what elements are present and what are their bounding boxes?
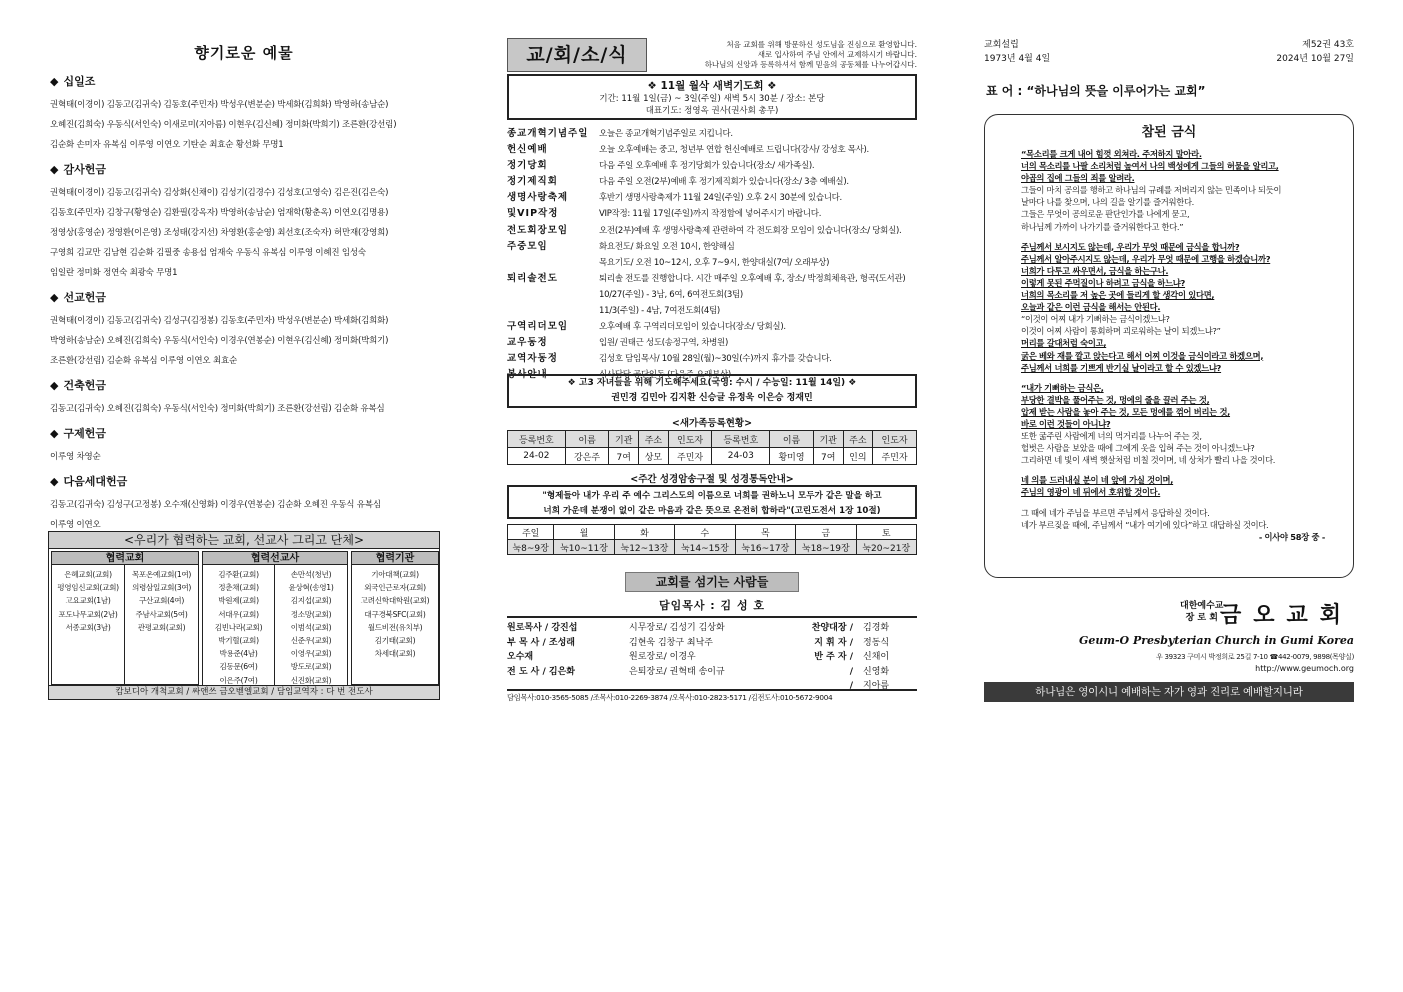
prayer-request-names: 권민경 김민아 김지환 신승글 유정욱 이은승 정재민 — [611, 393, 813, 403]
churches-label: 협력교회 — [51, 551, 199, 565]
scripture-line: 그들은 무엇이 공의로운 판단인가를 나에게 묻고, — [1021, 209, 1190, 220]
diamond-bullet-icon: ◆ — [50, 379, 59, 392]
offering-names-line: 권혁태(이경이) 김동고(김귀숙) 김성구(김정봉) 김동호(주민자) 박성우(변분순) 박세화(김희화) — [50, 316, 389, 326]
staff-entry: 부 목 사 / 조성래 — [507, 637, 575, 648]
reading-cell: 눅12~13장 — [614, 540, 674, 555]
reading-cell: 눅18~19장 — [796, 540, 856, 555]
notice-label: 정기제직회 — [507, 176, 558, 188]
table-cell: 주민자 — [668, 448, 712, 465]
phone-numbers: 담임목사:010-3565-5085 /조목사:010-2269-3874 /오목사:010-2823-5171 /김전도사:010-5672-9004 — [507, 693, 833, 702]
cooperation-entry: 정소망(교회) — [290, 609, 332, 619]
cooperation-entry: 평영임신교회(교회) — [57, 583, 119, 593]
cooperation-entry: 구산교회(4여) — [138, 596, 185, 606]
staff-entry: 전 도 사 / 김은화 — [507, 666, 575, 677]
notice-text: VIP작정: 11월 17일(주일)까지 작정함에 넣어주시기 바랍니다. — [599, 209, 822, 220]
church-website-link[interactable]: http://www.geumoch.org — [1255, 664, 1354, 673]
notice-text: 10/27(주일) - 3남, 6여, 6여전도회(3팀) — [599, 289, 743, 300]
missionaries-label: 협력선교사 — [202, 551, 348, 565]
cooperation-entry: 포도나무교회(2남) — [58, 609, 118, 619]
cooperation-entry: 서종교회(3남) — [65, 622, 111, 632]
staff-row — [507, 650, 917, 665]
established-label: 교회설립 — [984, 40, 1019, 50]
scripture-line: 너희의 목소리를 저 높은 곳에 들리게 할 생각이 있다면, — [1021, 290, 1215, 301]
volume-number: 제52권 43호 — [1302, 40, 1354, 50]
offering-names-line: 김순화 손미자 유복심 이루영 이연오 기탄순 최효순 황선화 무명1 — [50, 140, 284, 150]
notice-row — [507, 351, 917, 367]
reading-cell: 눅14~15장 — [675, 540, 735, 555]
notice-text: 오전(2부)예배 후 생명사랑축제 관련하여 각 전도회장 모임이 있습니다(장소/ 당회실). — [599, 225, 902, 236]
offering-names-line: 권혁태(이경이) 김동고(김귀숙) 김동호(주민자) 박성우(변분순) 박세화(김희화) 박영하(송남순) — [50, 100, 389, 110]
staff-row — [507, 679, 917, 694]
notice-row — [507, 206, 917, 222]
table-header-cell: 주소 — [639, 431, 669, 448]
staff-entry: 은퇴장로/ 권혁태 송이규 — [629, 666, 725, 677]
paragraph-gap — [1021, 233, 1343, 241]
denomination-line: 장 로 회 — [1185, 613, 1218, 623]
notice-row — [507, 126, 917, 142]
table-header-cell: 이름 — [565, 431, 609, 448]
welcome-line: 처음 교회를 위해 방문하신 성도님을 진심으로 환영합니다. — [726, 40, 917, 49]
diamond-bullet-icon: ◆ — [50, 75, 59, 88]
notice-text: 11/3(주일) - 4남, 7여전도회(4팀) — [599, 306, 720, 317]
table-header-cell: 등록번호 — [712, 431, 770, 448]
scripture-line: 주님께서 너희를 기쁘게 반기실 날이라고 할 수 있겠느냐? — [1021, 362, 1222, 373]
staff-row — [507, 636, 917, 651]
table-header-row — [508, 525, 917, 540]
notice-label: 교우동정 — [507, 337, 548, 349]
people-title: 교회를 섬기는 사람들 — [625, 572, 799, 592]
scripture-line: 헐벗은 사람을 보았을 때에 그에게 옷을 입혀 주는 것이 아니겠느냐? — [1021, 443, 1255, 454]
notice-text: 퇴리솔 전도를 진행합니다. 시간 매주일 오후예배 후, 장소/ 박정희체육관, 형곡(도서관) — [599, 273, 906, 284]
scripture-line: 하나님께 가까이 나가기를 즐거워한다고 한다.” — [1021, 221, 1184, 232]
staff-list — [507, 616, 917, 691]
cooperation-entry: 대구경북SFC(교회) — [364, 609, 426, 619]
diamond-icon: ❖ — [845, 378, 857, 388]
staff-row — [507, 621, 917, 636]
notice-label: 생명사랑축제 — [507, 192, 569, 204]
staff-entry: 시무장로/ 김성기 김상화 — [629, 623, 725, 633]
cooperation-entry: 박용준(4남) — [219, 649, 258, 659]
notice-row — [507, 239, 917, 255]
notice-row — [507, 319, 917, 335]
staff-entry: 김현욱 김창구 최낙주 — [629, 637, 713, 648]
cooperation-entry: 이영우(교회) — [290, 649, 332, 659]
issue-date: 2024년 10월 27일 — [1276, 54, 1354, 64]
notice-row — [507, 158, 917, 174]
offering-heading-text: 감사헌금 — [63, 163, 106, 176]
staff-entry: 찬양대장 / — [811, 623, 853, 633]
notice-text: 화요전도/ 화요일 오전 10시, 한양해심 — [599, 241, 735, 252]
cooperation-box — [48, 531, 440, 700]
staff-entry: 지아름 — [863, 681, 890, 691]
staff-entry: / — [849, 681, 853, 691]
cooperation-entry: 정춘채(교회) — [218, 583, 259, 593]
cooperation-entry: 월드비전(유치부) — [367, 622, 423, 632]
cooperation-entry: 기아대책(교회) — [371, 570, 419, 579]
scripture-line: 바로 이런 것들이 아니냐? — [1021, 418, 1111, 429]
offering-sections — [48, 73, 440, 535]
cooperation-grid — [49, 549, 439, 685]
cooperation-entry: 신준우(교회) — [290, 636, 332, 646]
paragraph-gap — [1021, 374, 1343, 382]
scripture-line: 너희가 다투고 싸우면서, 금식을 하는구나. — [1021, 265, 1169, 276]
offering-names-line: 박영하(송남순) 오혜진(김희숙) 우동식(서인숙) 이경우(연봉순) 이현우(김신혜) 정미화(박희기) — [50, 336, 389, 346]
notice-text: 다음 주일 오전(2부)예배 후 정기제직회가 있습니다(장소/ 3층 예배실). — [599, 177, 849, 188]
scripture-line: 부당한 결박을 풀어주는 것, 멍에의 줄을 끌러 주는 것, — [1021, 394, 1210, 405]
notice-text: 목요기도/ 오전 10~12시, 오후 7~9시, 한양대실(7여/ 오래부상) — [599, 257, 830, 268]
table-cell: 주민자 — [873, 448, 917, 465]
cooperation-entry: 이은주(7여) — [219, 675, 258, 685]
church-info — [984, 598, 1354, 682]
welcome-message — [657, 40, 917, 70]
offering-names-line: 조른환(강선림) 김순화 유복심 이루영 이연오 최효순 — [50, 356, 237, 366]
table-cell: 24-02 — [508, 448, 566, 465]
notice-label: 교역자동정 — [507, 353, 558, 365]
scripture-line: 그 때에 네가 주님을 부르면 주님께서 응답하실 것이다. — [1021, 507, 1210, 518]
notice-row — [507, 174, 917, 190]
notice-text: 오후예배 후 구역리더모임이 있습니다(장소/ 당회실). — [599, 322, 786, 333]
cooperation-entry: 김주환(교회) — [218, 570, 259, 579]
notice-text: 식사담당 공단인동 (다음주 오래부상) — [599, 370, 731, 381]
churches-list-a — [51, 565, 125, 685]
scripture-line: 야곱의 집에 그들의 죄를 알려라. — [1021, 173, 1135, 184]
offering-heading-text: 선교헌금 — [63, 291, 106, 304]
notice-label: 전도회장모임 — [507, 224, 569, 236]
dawn-prayer-box — [507, 74, 917, 120]
offering-heading-text: 십일조 — [63, 75, 96, 88]
bible-reading-table — [507, 524, 917, 555]
scripture-line: 네가 부르짖을 때에, 주님께서 “내가 여기에 있다”하고 대답하실 것이다. — [1021, 519, 1269, 530]
day-cell: 주일 — [508, 525, 554, 540]
table-row — [508, 448, 917, 465]
notice-label: 헌신예배 — [507, 144, 548, 156]
dawn-prayer-title: 11월 월삭 새벽기도회 — [660, 80, 764, 92]
offering-names-line: 권혁태(이경이) 김동고(김귀숙) 김상화(신채이) 김성기(김경수) 김성호(고영숙) 김은진(김은숙) — [50, 188, 389, 198]
day-cell: 목 — [735, 525, 795, 540]
cooperation-entry: 박기혈(교회) — [218, 636, 259, 646]
orgs-label: 협력기관 — [351, 551, 439, 565]
cooperation-entry: 김동문(6여) — [219, 662, 258, 672]
day-cell: 수 — [675, 525, 735, 540]
notice-label: 구역리더모임 — [507, 321, 569, 333]
notice-text: 입원/ 권태근 성도(송정구역, 차병원) — [599, 338, 728, 349]
cooperation-entry: 고려신학대학원(교회) — [360, 596, 430, 606]
church-name: 금오교회 — [1220, 603, 1354, 628]
missionaries-list-a — [202, 565, 275, 691]
offering-names-line: 이루영 이연오 — [50, 520, 101, 530]
table-header-cell: 주소 — [843, 431, 873, 448]
table-header-cell: 등록번호 — [508, 431, 566, 448]
cooperation-entry: 은혜교회(교회) — [64, 570, 112, 579]
scripture-line: “목소리를 크게 내어 힘껏 외쳐라. 주저하지 말아라. — [1021, 149, 1202, 159]
diamond-bullet-icon: ◆ — [50, 427, 59, 440]
memory-verse-box — [507, 485, 917, 519]
scripture-line: “내가 기뻐하는 금식은, — [1021, 382, 1104, 393]
notice-label: 정기당회 — [507, 160, 548, 172]
offering-names-line: 구영희 김교만 김남현 김순화 김필중 송용섭 엄재숙 우동식 유복심 이루영 이혜진 임성숙 — [50, 248, 366, 258]
notice-text: 후반기 생명사랑축제가 11월 24일(주일) 오후 2시 30분에 있습니다. — [599, 193, 842, 204]
diamond-bullet-icon: ◆ — [50, 475, 59, 488]
scripture-line: 굵은 베와 재를 깔고 앉는다고 해서 어찌 이것을 금식이라고 하겠으며, — [1021, 350, 1264, 361]
cooperation-entry: 김지섭(교회) — [290, 596, 332, 606]
offering-names-line: 정영상(홍영순) 정영환(이은영) 조성태(강지선) 차영환(홍순영) 최선호(조숙자) 허만재(강영희) — [50, 228, 389, 238]
scripture-box — [984, 114, 1354, 578]
scripture-line: 이렇게 못된 주먹질이나 하려고 금식을 하느냐? — [1021, 277, 1186, 288]
scripture-line: 주님께서 알아주시지도 않는데, 우리가 무엇 때문에 고행을 하겠습니까? — [1021, 253, 1271, 264]
cooperation-entry: 방도로(교회) — [290, 662, 332, 672]
issue-info — [1276, 38, 1354, 66]
church-english-name: Geum-O Presbyterian Church in Gumi Korea — [1078, 634, 1354, 647]
cooperating-missionaries — [202, 551, 348, 685]
offering-heading — [50, 73, 440, 89]
bible-reading-title: <주간 성경암송구절 및 성경통독안내> — [630, 474, 794, 485]
staff-row — [507, 665, 917, 680]
scripture-banner: 하나님은 영이시니 예배하는 자가 영과 진리로 예배할지니라 — [984, 682, 1354, 702]
notice-text: 오늘은 종교개혁기념주일로 지킵니다. — [599, 129, 733, 139]
notice-label: 퇴리솔전도 — [507, 272, 558, 284]
notice-row — [507, 223, 917, 239]
cooperation-entry: 윤상혁(송영1) — [288, 583, 334, 593]
cooperation-entry: 고요교회(1남) — [65, 596, 111, 606]
news-title: 교/회/소/식 — [507, 38, 647, 72]
offering-names-line: 김동고(김귀숙) 오혜진(김희숙) 우동식(서인숙) 정미화(박희기) 조른환(강선림) 김순화 유복심 — [50, 404, 385, 414]
offering-heading-text: 건축헌금 — [63, 379, 106, 392]
notice-text: 김성호 담임목사/ 10월 28일(월)~30일(수)까지 휴가를 갖습니다. — [599, 354, 832, 365]
offering-names-line: 김동고(김귀숙) 김성구(고정봉) 오수재(신영화) 이경우(연봉순) 김순화 오혜진 우동식 유복심 — [50, 500, 381, 510]
staff-entry — [507, 679, 625, 694]
table-header-cell: 인도자 — [668, 431, 712, 448]
table-cell: 황미영 — [770, 448, 814, 465]
notice-row — [507, 255, 917, 271]
table-header-row — [508, 431, 917, 448]
cooperation-entry: 서대우(교회) — [218, 609, 259, 619]
notice-row — [507, 142, 917, 158]
cooperation-entry: 신진화(교회) — [290, 675, 332, 685]
staff-entry: 신채이 — [863, 652, 890, 662]
staff-entry — [625, 679, 775, 694]
cooperation-entry: 관평교회(교회) — [137, 622, 186, 632]
day-cell: 금 — [796, 525, 856, 540]
diamond-bullet-icon: ◆ — [50, 291, 59, 304]
cooperation-entry: 외국인근로자(교회) — [364, 583, 426, 593]
offering-names-line: 임일란 정미화 정연숙 최광숙 무명1 — [50, 268, 178, 278]
scripture-line: 머리를 갈대처럼 숙이고, — [1021, 338, 1107, 349]
staff-entry: 오수재 — [507, 652, 534, 662]
church-address: 우 39323 구미시 박정희로 25길 7-10 ☎442-0079, 9898(목양실) — [1156, 653, 1354, 661]
established-info — [984, 38, 1050, 66]
table-cell: 인의 — [843, 448, 873, 465]
table-header-cell: 기관 — [609, 431, 639, 448]
offering-heading — [50, 473, 440, 489]
notice-text: 오늘 오후예배는 중고, 청년부 연합 헌신예배로 드립니다(강사/ 강성호 목사). — [599, 145, 869, 156]
welcome-line: 새로 입사하여 주님 안에서 교제하시기 바랍니다. — [757, 50, 917, 59]
table-cell: 24-03 — [712, 448, 770, 465]
offering-heading-text: 구제헌금 — [63, 427, 106, 440]
day-cell: 월 — [554, 525, 614, 540]
table-cell: 상모 — [639, 448, 669, 465]
scripture-line: 날마다 나를 찾으며, 나의 길을 알기를 즐거워한다. — [1021, 197, 1194, 208]
table-header-cell: 기관 — [813, 431, 843, 448]
missionaries-list-b — [275, 565, 348, 691]
welcome-line: 하나님의 신앙과 등록하셔서 함께 믿음의 공동체를 나누어갑시다. — [704, 60, 917, 69]
cooperation-entry: 손만석(청년) — [290, 570, 332, 579]
staff-entry: 김경화 — [863, 623, 890, 633]
offerings-title: 향기로운 예물 — [194, 44, 294, 62]
cooperation-entry: 주남사교회(5여) — [135, 609, 188, 619]
cooperation-entry: 의령삼일교회(3여) — [131, 583, 192, 593]
reading-cell: 눅10~11장 — [554, 540, 614, 555]
cooperation-entry: 김기태(교회) — [374, 636, 416, 646]
cooperation-entry: 김빈나라(교회) — [214, 622, 263, 632]
reading-cell: 눅20~21장 — [856, 540, 916, 555]
notice-row — [507, 190, 917, 206]
offering-names-line: 오혜진(김희숙) 우동식(서인숙) 이새로미(지아름) 이현우(김신혜) 정미화(박희기) 조른환(강선림) — [50, 120, 397, 130]
table-cell: 강은주 — [565, 448, 609, 465]
notices-list — [507, 126, 917, 384]
table-header-cell: 인도자 — [873, 431, 917, 448]
notice-label: 주중모임 — [507, 240, 548, 252]
dawn-prayer-leader: 대표기도: 정영옥 권사(권사회 총무) — [645, 106, 779, 116]
reading-cell: 눅16~17장 — [735, 540, 795, 555]
senior-pastor: 담임목사 : 김 성 호 — [658, 599, 766, 612]
diamond-icon: ❖ — [647, 80, 661, 92]
staff-entry: 정동식 — [863, 637, 890, 648]
dawn-prayer-schedule: 기간: 11월 1일(금) ~ 3일(주일) 새벽 5시 30분 / 장소: 본당 — [599, 94, 825, 104]
denomination-line: 대한예수교 — [1180, 601, 1224, 611]
table-cell: 7여 — [813, 448, 843, 465]
diamond-bullet-icon: ◆ — [50, 163, 59, 176]
prayer-request-title: 고3 자녀들을 위해 기도해주세요(국영: 수시 / 수능일: 11월 14일) — [578, 378, 846, 388]
orgs-list — [351, 565, 439, 685]
prayer-request-box — [507, 374, 917, 408]
cooperating-organizations — [351, 551, 439, 685]
church-motto: 표 어 : “하나님의 뜻을 이루어가는 교회” — [986, 84, 1206, 98]
notice-row — [507, 287, 917, 303]
table-header-cell: 이름 — [770, 431, 814, 448]
offering-names-line: 김동호(주민자) 김창구(황영순) 김환필(강옥자) 박영하(송남순) 엄재학(황춘옥) 이연오(김명용) — [50, 208, 389, 218]
notice-row — [507, 335, 917, 351]
day-cell: 토 — [856, 525, 916, 540]
notice-label: 봉사안내 — [507, 369, 548, 381]
offering-heading-text: 다음세대헌금 — [63, 475, 128, 488]
paragraph-gap — [1021, 466, 1343, 474]
offering-heading — [50, 289, 440, 305]
memory-verse-line: "형제들아 내가 우리 주 예수 그리스도의 이름으로 너희를 권하노니 모두가 같은 말을 하고 — [542, 491, 882, 501]
scripture-line: 주님의 영광이 네 뒤에서 호위할 것이다. — [1021, 487, 1161, 498]
memory-verse-line: 너희 가운데 분쟁이 없이 같은 마음과 같은 뜻으로 온전히 합하라"(고린도전서 1장 10절) — [543, 506, 881, 516]
day-cell: 화 — [614, 525, 674, 540]
scripture-line: 너의 목소리를 나팔 소리처럼 높여서 나의 백성에게 그들의 허물을 알리고, — [1021, 161, 1279, 172]
notice-row — [507, 271, 917, 287]
scripture-line: 압제 받는 사람을 놓아 주는 것, 모든 멍에를 꺾어 버리는 것, — [1021, 406, 1231, 417]
churches-list-b — [125, 565, 199, 685]
staff-entry: / — [849, 666, 853, 677]
notice-label: 종교개혁기념주일 — [507, 128, 589, 139]
scripture-line: 네 의를 드러내실 분이 네 앞에 가실 것이며, — [1021, 475, 1174, 486]
notice-label: 및VIP작정 — [507, 208, 559, 220]
scripture-line: 오늘과 같은 이런 금식을 해서는 안된다. — [1021, 302, 1161, 313]
reading-cell: 눅8~9장 — [508, 540, 554, 555]
staff-entry: 지 휘 자 / — [814, 637, 853, 648]
offering-heading — [50, 161, 440, 177]
diamond-icon: ❖ — [763, 80, 777, 92]
notice-text: 다음 주일 오후예배 후 정기당회가 있습니다(장소/ 새가족실). — [599, 161, 815, 172]
staff-entry: 반 주 자 / — [814, 652, 853, 662]
scripture-reference: - 이사야 58장 중 - — [1258, 531, 1325, 542]
scripture-text — [985, 148, 1353, 543]
table-cell: 7여 — [609, 448, 639, 465]
offering-heading — [50, 377, 440, 393]
scripture-line: 이것이 어찌 사람이 통회하며 괴로워하는 날이 되겠느냐?” — [1021, 326, 1221, 337]
registration-title: <새가족등록현황> — [671, 418, 753, 429]
cooperation-entry: 차세대(교회) — [374, 649, 416, 659]
staff-entry: 원로장로/ 이경우 — [629, 652, 696, 662]
paragraph-gap — [1021, 499, 1343, 507]
cooperating-churches — [51, 551, 199, 685]
scripture-line: 주님께서 보시지도 않는데, 우리가 무엇 때문에 금식을 합니까? — [1021, 241, 1240, 252]
scripture-line: 그들이 마치 공의를 행하고 하나님의 규례를 저버리지 않는 민족이나 되듯이 — [1021, 185, 1282, 196]
offering-names-line: 이루영 차영순 — [50, 452, 101, 462]
diamond-icon: ❖ — [567, 378, 579, 388]
staff-entry: 신영화 — [863, 666, 890, 677]
staff-entry: 원로목사 / 강진섭 — [507, 623, 578, 633]
scripture-title: 참된 금식 — [1141, 125, 1197, 140]
scripture-line: “이것이 어찌 내가 기뻐하는 금식이겠느냐? — [1021, 314, 1170, 325]
cooperation-entry: 이범석(교회) — [290, 622, 332, 632]
scripture-line: 또한 굶주린 사람에게 너의 먹거리를 나누어 주는 것, — [1021, 431, 1202, 442]
scripture-line: 그리하면 네 빛이 새벽 햇살처럼 비칠 것이며, 네 상처가 빨리 나을 것이다. — [1021, 455, 1276, 466]
cooperation-entry: 박원제(교회) — [218, 596, 259, 606]
table-row — [508, 540, 917, 555]
cooperation-header: <우리가 협력하는 교회, 선교사 그리고 단체> — [49, 532, 439, 549]
notice-row — [507, 303, 917, 319]
denomination — [1180, 600, 1223, 624]
cooperation-entry: 목포온예교회(1여) — [131, 570, 192, 579]
cooperation-footer: 캄보디아 개척교회 / 싸앤쓰 금오벧엘교회 / 담임교역자 : 다 번 전도사 — [49, 685, 439, 699]
offering-heading — [50, 425, 440, 441]
registration-table — [507, 430, 917, 465]
established-date: 1973년 4월 4일 — [984, 54, 1051, 64]
